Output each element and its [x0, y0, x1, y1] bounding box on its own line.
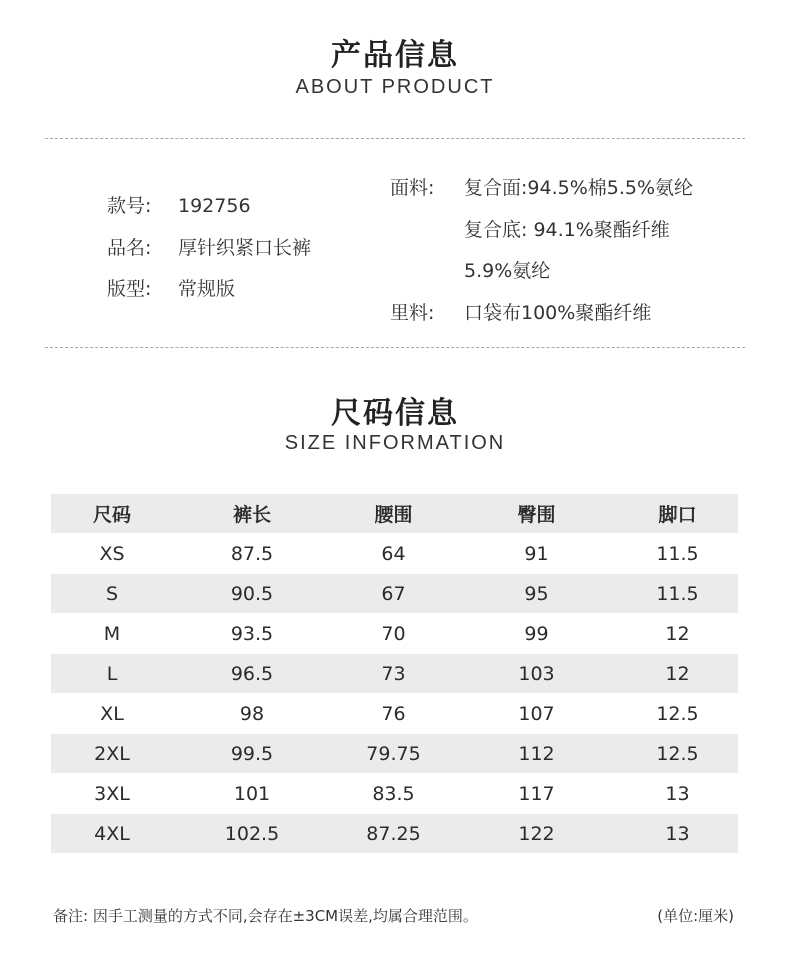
cell-hip: 91 [456, 534, 617, 574]
cell-waist: 73 [331, 654, 456, 694]
table-row [51, 774, 738, 814]
style-no-row [107, 191, 251, 218]
cell-hip: 107 [456, 694, 617, 734]
cell-hip: 122 [456, 814, 617, 854]
cell-waist: 67 [331, 574, 456, 614]
size-info-title: 尺码信息 [331, 396, 459, 431]
cell-hem: 12 [617, 654, 738, 694]
cell-size: XL [51, 694, 173, 734]
cell-size: L [51, 654, 173, 694]
footer-note: 备注: 因手工测量的方式不同,会存在±3CM误差,均属合理范围。 [53, 907, 478, 925]
cell-hem: 11.5 [617, 534, 738, 574]
cell-length: 90.5 [173, 574, 331, 614]
cell-size: 2XL [51, 734, 173, 774]
cell-hip: 117 [456, 774, 617, 814]
cell-size: M [51, 614, 173, 654]
cell-hem: 13 [617, 814, 738, 854]
style-no-label: 款号: [107, 195, 152, 217]
product-name-label: 品名: [107, 237, 152, 259]
cell-length: 93.5 [173, 614, 331, 654]
lining-value: 口袋布100%聚酯纤维 [464, 302, 652, 324]
cell-length: 102.5 [173, 814, 331, 854]
cell-length: 101 [173, 774, 331, 814]
table-row [51, 654, 738, 694]
table-row [51, 694, 738, 734]
cell-waist: 87.25 [331, 814, 456, 854]
size-info-subtitle: SIZE INFORMATION [284, 432, 506, 454]
size-table-header-row [51, 494, 738, 534]
table-row [51, 734, 738, 774]
fit-row [107, 274, 235, 301]
cell-hip: 95 [456, 574, 617, 614]
cell-hem: 13 [617, 774, 738, 814]
cell-size: S [51, 574, 173, 614]
product-name-value: 厚针织紧口长裤 [178, 237, 312, 259]
cell-hem: 12 [617, 614, 738, 654]
table-row [51, 814, 738, 854]
table-row [51, 574, 738, 614]
header-hip: 臀围 [456, 494, 617, 534]
unit-note: (单位:厘米) [657, 907, 734, 925]
size-table [51, 494, 738, 854]
cell-length: 98 [173, 694, 331, 734]
divider-top [45, 138, 745, 139]
product-info-subtitle: ABOUT PRODUCT [295, 76, 495, 98]
table-row [51, 534, 738, 574]
header-length: 裤长 [173, 494, 331, 534]
product-info-title: 产品信息 [331, 38, 459, 73]
fit-value: 常规版 [178, 278, 236, 300]
header-hem: 脚口 [617, 494, 738, 534]
cell-size: XS [51, 534, 173, 574]
cell-waist: 70 [331, 614, 456, 654]
header-waist: 腰围 [331, 494, 456, 534]
fabric-line-3: 5.9%氨纶 [464, 260, 551, 282]
cell-hip: 112 [456, 734, 617, 774]
cell-waist: 83.5 [331, 774, 456, 814]
cell-waist: 76 [331, 694, 456, 734]
cell-size: 4XL [51, 814, 173, 854]
cell-waist: 79.75 [331, 734, 456, 774]
header-size: 尺码 [51, 494, 173, 534]
lining-label: 里料: [390, 302, 435, 324]
cell-length: 87.5 [173, 534, 331, 574]
cell-waist: 64 [331, 534, 456, 574]
style-no-value: 192756 [178, 195, 251, 217]
cell-length: 99.5 [173, 734, 331, 774]
fabric-label: 面料: [390, 177, 435, 199]
product-name-row [107, 233, 311, 260]
cell-hem: 12.5 [617, 694, 738, 734]
cell-hem: 11.5 [617, 574, 738, 614]
cell-size: 3XL [51, 774, 173, 814]
fabric-line-1: 复合面:94.5%棉5.5%氨纶 [464, 177, 694, 199]
fabric-line-2: 复合底: 94.1%聚酯纤维 [464, 219, 670, 241]
table-row [51, 614, 738, 654]
cell-hip: 103 [456, 654, 617, 694]
fit-label: 版型: [107, 278, 152, 300]
cell-length: 96.5 [173, 654, 331, 694]
divider-bottom [45, 347, 745, 348]
cell-hem: 12.5 [617, 734, 738, 774]
cell-hip: 99 [456, 614, 617, 654]
